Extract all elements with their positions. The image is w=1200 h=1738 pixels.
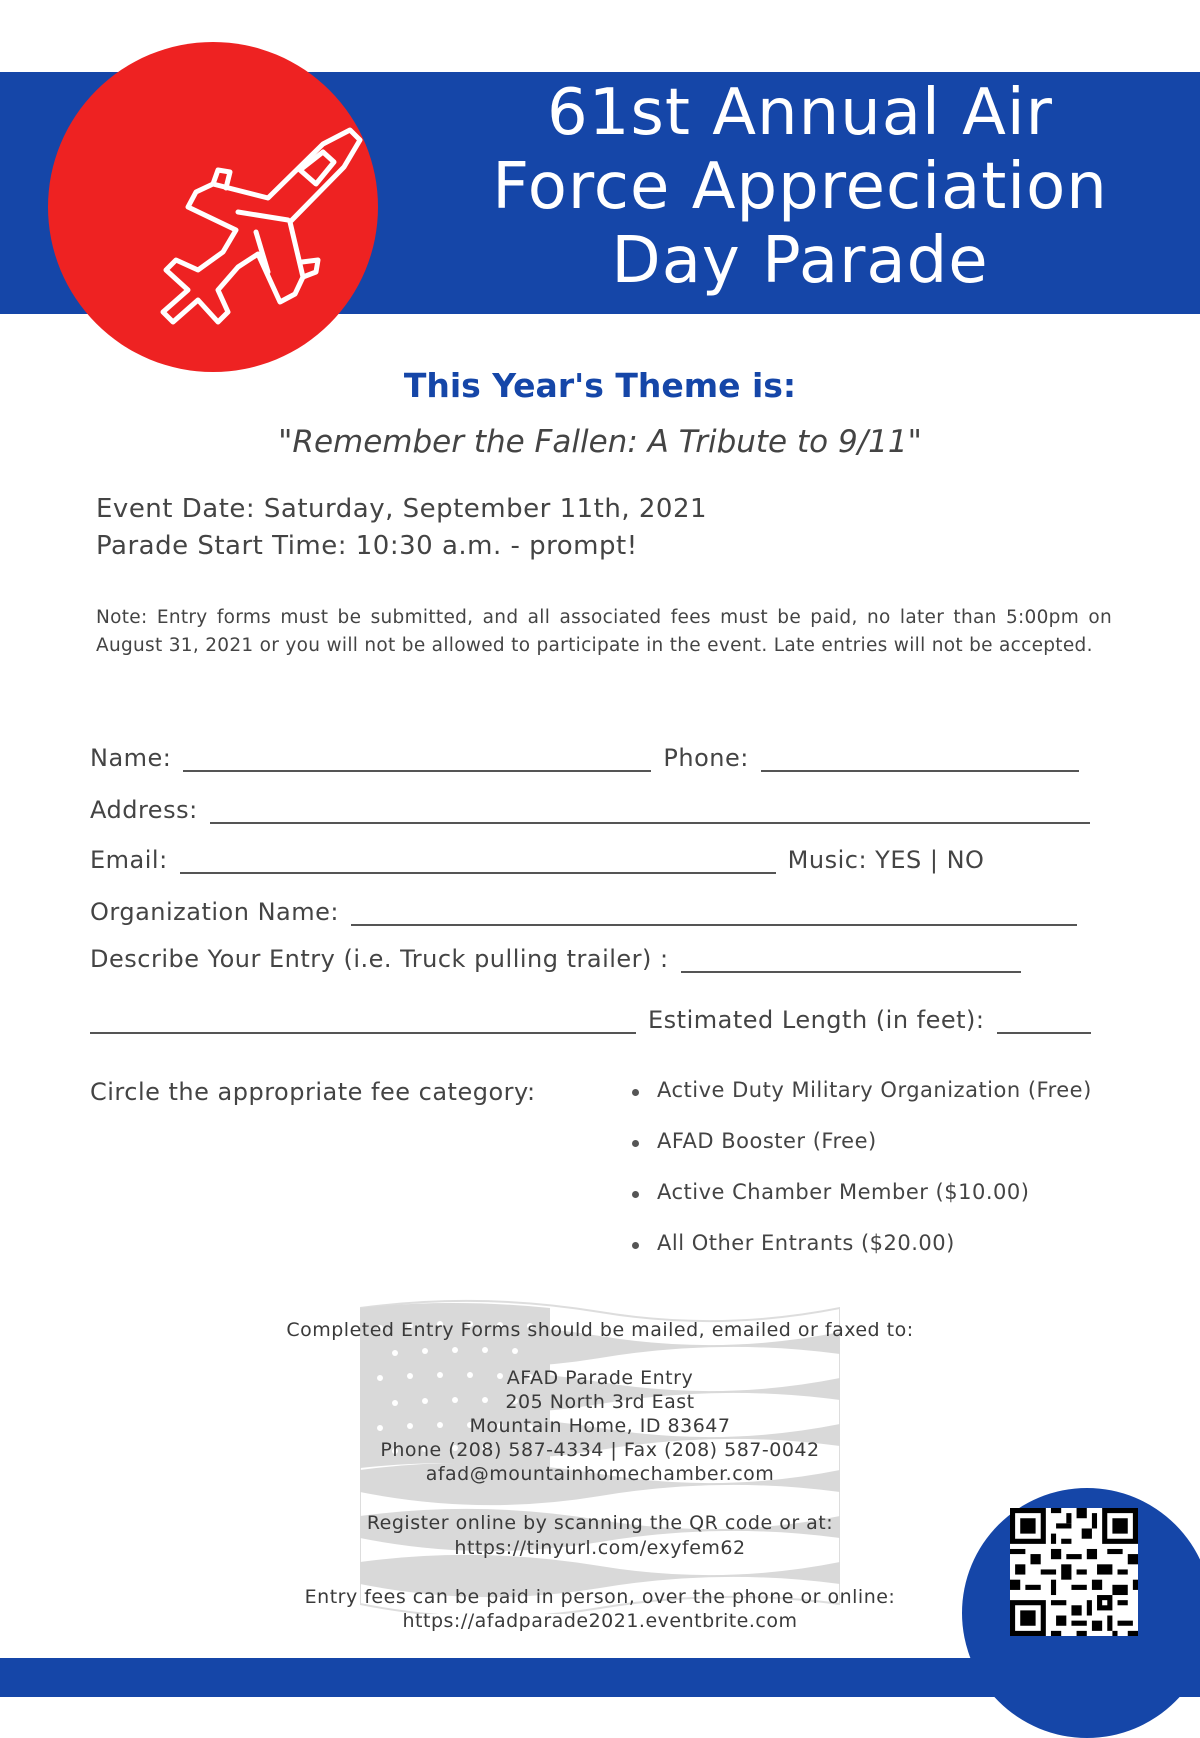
fee-category-label: Circle the appropriate fee category: (90, 1078, 536, 1106)
describe-field-continued[interactable] (90, 1010, 636, 1034)
register-link[interactable]: https://tinyurl.com/exyfem62 (454, 1537, 746, 1559)
deadline-note: Note: Entry forms must be submitted, and all associated fees must be paid, no later than 5:00pm on August 31, 2021 or you will not be allowed to participate in the event. Late entries will not be accepted. (96, 607, 1112, 656)
address-label: Address: (90, 796, 198, 824)
form-row-email-music (90, 846, 1140, 874)
contact-city: Mountain Home, ID 83647 (469, 1415, 731, 1437)
length-field[interactable] (997, 1010, 1091, 1034)
theme-heading: This Year's Theme is: (403, 366, 797, 405)
event-date: Event Date: Saturday, September 11th, 2021 (96, 494, 708, 524)
payment-text: Entry fees can be paid in person, over the phone or online: (304, 1586, 896, 1608)
qr-code-icon[interactable] (1010, 1508, 1138, 1636)
fee-item[interactable]: All Other Entrants ($20.00) (630, 1231, 1092, 1282)
address-field[interactable] (210, 800, 1090, 824)
form-row-length (90, 1006, 1140, 1034)
footer-bar (0, 1658, 1200, 1697)
fee-category-list (630, 1078, 1092, 1282)
page-title (420, 76, 1180, 298)
register-text: Register online by scanning the QR code or at: (366, 1512, 834, 1534)
organization-field[interactable] (351, 902, 1077, 926)
form-row-name-phone (90, 744, 1140, 772)
contact-org: AFAD Parade Entry (506, 1367, 694, 1389)
contact-email[interactable]: afad@mountainhomechamber.com (425, 1463, 775, 1485)
event-start-time: Parade Start Time: 10:30 a.m. - prompt! (96, 531, 638, 561)
fee-item[interactable]: AFAD Booster (Free) (630, 1129, 1092, 1180)
form-row-address (90, 796, 1140, 824)
phone-field[interactable] (761, 748, 1079, 772)
music-choice[interactable]: Music: YES | NO (787, 846, 985, 874)
form-row-describe (90, 945, 1140, 973)
length-label: Estimated Length (in feet): (648, 1006, 985, 1034)
organization-label: Organization Name: (90, 898, 339, 926)
payment-link[interactable]: https://afadparade2021.eventbrite.com (402, 1610, 798, 1632)
describe-field[interactable] (681, 949, 1021, 973)
theme-text: "Remember the Fallen: A Tribute to 9/11" (278, 424, 922, 460)
contact-street: 205 North 3rd East (505, 1391, 695, 1413)
title-line-3: Day Parade (611, 224, 989, 298)
submission-instructions: Completed Entry Forms should be mailed, emailed or faxed to: (286, 1319, 914, 1341)
email-field[interactable] (180, 850, 776, 874)
email-label: Email: (90, 846, 168, 874)
form-row-organization (90, 898, 1140, 926)
title-line-2: Force Appreciation (492, 150, 1108, 224)
describe-label: Describe Your Entry (i.e. Truck pulling trailer) : (90, 945, 669, 973)
name-label: Name: (90, 744, 172, 772)
logo-circle (48, 42, 378, 372)
phone-label: Phone: (663, 744, 749, 772)
fee-item[interactable]: Active Chamber Member ($10.00) (630, 1180, 1092, 1231)
title-line-1: 61st Annual Air (547, 76, 1053, 150)
name-field[interactable] (183, 748, 651, 772)
fee-item[interactable]: Active Duty Military Organization (Free) (630, 1078, 1092, 1129)
contact-phone-fax: Phone (208) 587-4334 | Fax (208) 587-0042 (380, 1439, 820, 1461)
jet-icon (118, 112, 378, 372)
